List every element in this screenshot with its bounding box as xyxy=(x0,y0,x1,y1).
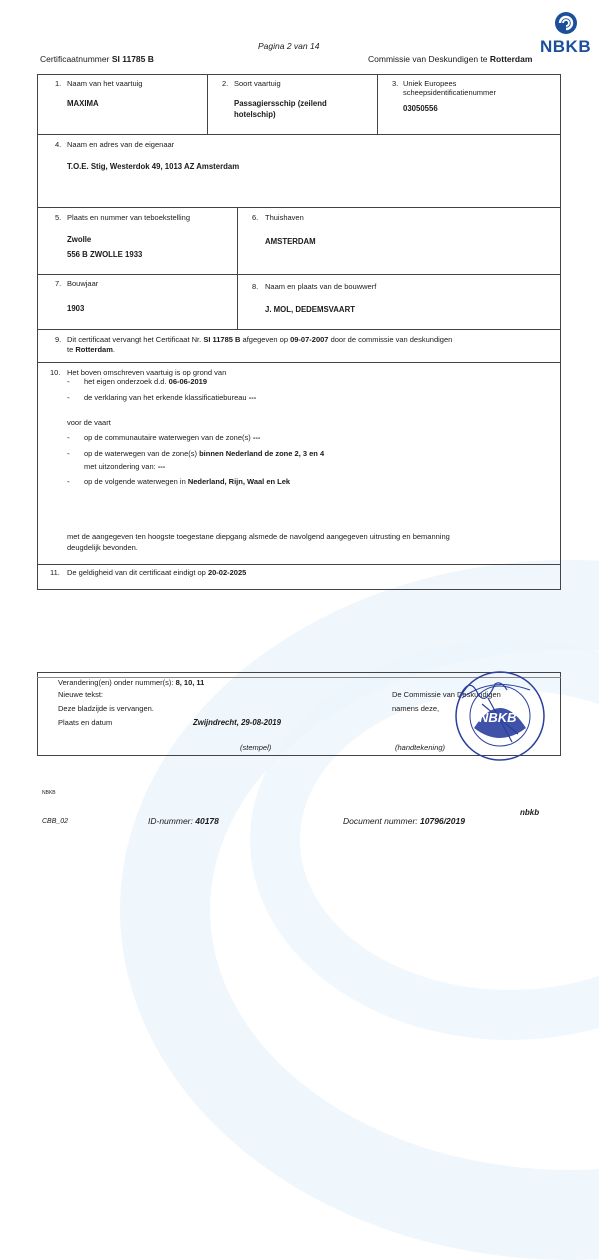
field-4-number: 4. xyxy=(55,140,62,149)
classification-value: --- xyxy=(248,393,257,402)
dash-bullet: - xyxy=(67,393,70,402)
community-waterways-line xyxy=(84,433,260,442)
divider xyxy=(37,329,561,330)
shipyard: J. MOL, DEDEMSVAART xyxy=(265,305,355,314)
vessel-type-line1: Passagiersschip (zeilend xyxy=(234,99,327,108)
registration-number: 556 B ZWOLLE 1933 xyxy=(67,250,143,259)
new-text-label: Nieuwe tekst: xyxy=(58,690,104,699)
field-10-intro: Het boven omschreven vaartuig is op grond van xyxy=(67,368,227,377)
field-8-number: 8. xyxy=(252,282,259,291)
home-port: AMSTERDAM xyxy=(265,237,316,246)
own-inspection-date: 06-06-2019 xyxy=(168,377,208,386)
exception-text: met uitzondering van: xyxy=(84,462,156,471)
field-7-label: Bouwjaar xyxy=(67,279,99,288)
field-9-text4: te xyxy=(67,345,74,354)
field-10-number: 10. xyxy=(50,368,61,377)
approval-line2: deugdelijk bevonden. xyxy=(67,543,138,552)
id-number-label: ID-nummer: xyxy=(148,816,193,826)
specific-waterways-line xyxy=(84,477,290,486)
commission-city: Rotterdam xyxy=(489,54,533,64)
field-9-text1: Dit certificaat vervangt het Certificaat Nr. xyxy=(67,335,202,344)
field-3-label-line1: Uniek Europees xyxy=(403,79,457,88)
specific-waterways-text: op de volgende waterwegen in xyxy=(84,477,186,486)
field-9-number: 9. xyxy=(55,335,62,344)
divider xyxy=(237,207,238,329)
registration-place: Zwolle xyxy=(67,235,92,244)
field-9-line1 xyxy=(67,335,452,344)
stamp-text: NBKB xyxy=(479,710,517,725)
stamp-label: (stempel) xyxy=(240,743,272,752)
exception-line xyxy=(84,462,165,471)
document-number-value: 10796/2019 xyxy=(420,816,465,826)
field-2-label: Soort vaartuig xyxy=(234,79,281,88)
field-6-label: Thuishaven xyxy=(265,213,304,222)
certificate-number-value: SI 11785 B xyxy=(111,54,154,64)
divider xyxy=(207,74,208,134)
certificate-form xyxy=(37,74,561,590)
divider xyxy=(37,362,561,363)
vessel-name: MAXIMA xyxy=(67,99,99,108)
owner-name-address: T.O.E. Stig, Westerdok 49, 1013 AZ Amsterdam xyxy=(67,162,240,171)
change-numbers-label: Verandering(en) onder nummer(s): xyxy=(58,678,174,687)
divider xyxy=(37,207,561,208)
field-3-label-line2: scheepsidentificatienummer xyxy=(403,88,496,97)
signature-scribble-icon xyxy=(455,674,515,704)
replaced-commission-city: Rotterdam xyxy=(75,345,113,354)
id-number-value: 40178 xyxy=(195,816,219,826)
certificate-number-row xyxy=(40,54,154,64)
commission-header xyxy=(368,54,532,64)
build-year: 1903 xyxy=(67,304,85,313)
for-navigation-label: voor de vaart xyxy=(67,418,111,427)
change-line xyxy=(58,678,204,687)
own-inspection-text: het eigen onderzoek d.d. xyxy=(84,377,167,386)
place-date-value: Zwijndrecht, 29-08-2019 xyxy=(193,718,281,727)
validity-text: De geldigheid van dit certificaat eindigt op xyxy=(67,568,206,577)
field-7-number: 7. xyxy=(55,279,62,288)
own-inspection-line xyxy=(84,377,207,386)
dash-bullet: - xyxy=(67,377,70,386)
field-9-line2 xyxy=(67,345,115,354)
field-6-number: 6. xyxy=(252,213,259,222)
nbkb-logo xyxy=(540,6,595,56)
field-4-label: Naam en adres van de eigenaar xyxy=(67,140,175,149)
dash-bullet: - xyxy=(67,449,70,458)
vessel-type-line2: hotelschip) xyxy=(234,110,276,119)
community-waterways-value: --- xyxy=(252,433,261,442)
field-9-text5: . xyxy=(112,345,115,354)
form-code: CBB_02 xyxy=(42,818,69,825)
field-9-text3: door de commissie van deskundigen xyxy=(330,335,453,344)
classification-line xyxy=(84,393,256,402)
footer-small-logo: NBKB xyxy=(42,790,56,796)
document-number-label: Document nummer: xyxy=(343,816,418,826)
zone-waterways-text: op de waterwegen van de zone(s) xyxy=(84,449,197,458)
divider xyxy=(37,134,561,135)
dash-bullet: - xyxy=(67,433,70,442)
change-numbers: 8, 10, 11 xyxy=(175,678,205,687)
footer-mark: nbkb xyxy=(520,808,540,817)
field-3-number: 3. xyxy=(392,79,399,88)
dash-bullet: - xyxy=(67,477,70,486)
replaced-certificate-date: 09-07-2007 xyxy=(290,335,329,344)
community-waterways-text: op de communautaire waterwegen van de zone(s) xyxy=(84,433,251,442)
field-11-number: 11. xyxy=(50,568,60,577)
field-1-number: 1. xyxy=(55,79,62,88)
divider xyxy=(377,74,378,134)
place-date-label: Plaats en datum xyxy=(58,718,113,727)
commission-prefix: Commissie van Deskundigen te xyxy=(368,54,488,64)
field-2-number: 2. xyxy=(222,79,229,88)
replaced-certificate-number: SI 11785 B xyxy=(203,335,241,344)
classification-text: de verklaring van het erkende klassificatiebureau xyxy=(84,393,247,402)
certificate-number-label: Certificaatnummer xyxy=(40,54,110,64)
field-8-label: Naam en plaats van de bouwwerf xyxy=(265,282,377,291)
specific-waterways-value: Nederland, Rijn, Waal en Lek xyxy=(187,477,291,486)
approval-line1: met de aangegeven ten hoogste toegestane diepgang alsmede de navolgend aangegeven uitrusting en bemanning xyxy=(67,532,450,541)
zone-waterways-value: binnen Nederland de zone 2, 3 en 4 xyxy=(199,449,325,458)
european-vessel-id: 03050556 xyxy=(403,104,438,113)
validity-date: 20-02-2025 xyxy=(207,568,247,577)
commission-signoff-line1: De Commissie van Deskundigen xyxy=(392,690,501,699)
divider xyxy=(37,274,561,275)
field-9-text2: afgegeven op xyxy=(242,335,288,344)
field-5-number: 5. xyxy=(55,213,62,222)
commission-signoff-line2: namens deze, xyxy=(392,704,440,713)
validity-line xyxy=(67,568,246,577)
divider xyxy=(37,564,561,565)
id-number-line xyxy=(148,816,219,826)
page-indicator: Pagina 2 van 14 xyxy=(258,41,320,51)
page-replaced-note: Deze bladzijde is vervangen. xyxy=(58,704,154,713)
field-5-label: Plaats en nummer van teboekstelling xyxy=(67,213,190,222)
signature-label: (handtekening) xyxy=(395,743,446,752)
document-number-line xyxy=(343,816,465,826)
field-1-label: Naam van het vaartuig xyxy=(67,79,143,88)
exception-value: --- xyxy=(157,462,166,471)
nbkb-logo-text: NBKB xyxy=(540,37,592,56)
zone-waterways-line xyxy=(84,449,324,458)
